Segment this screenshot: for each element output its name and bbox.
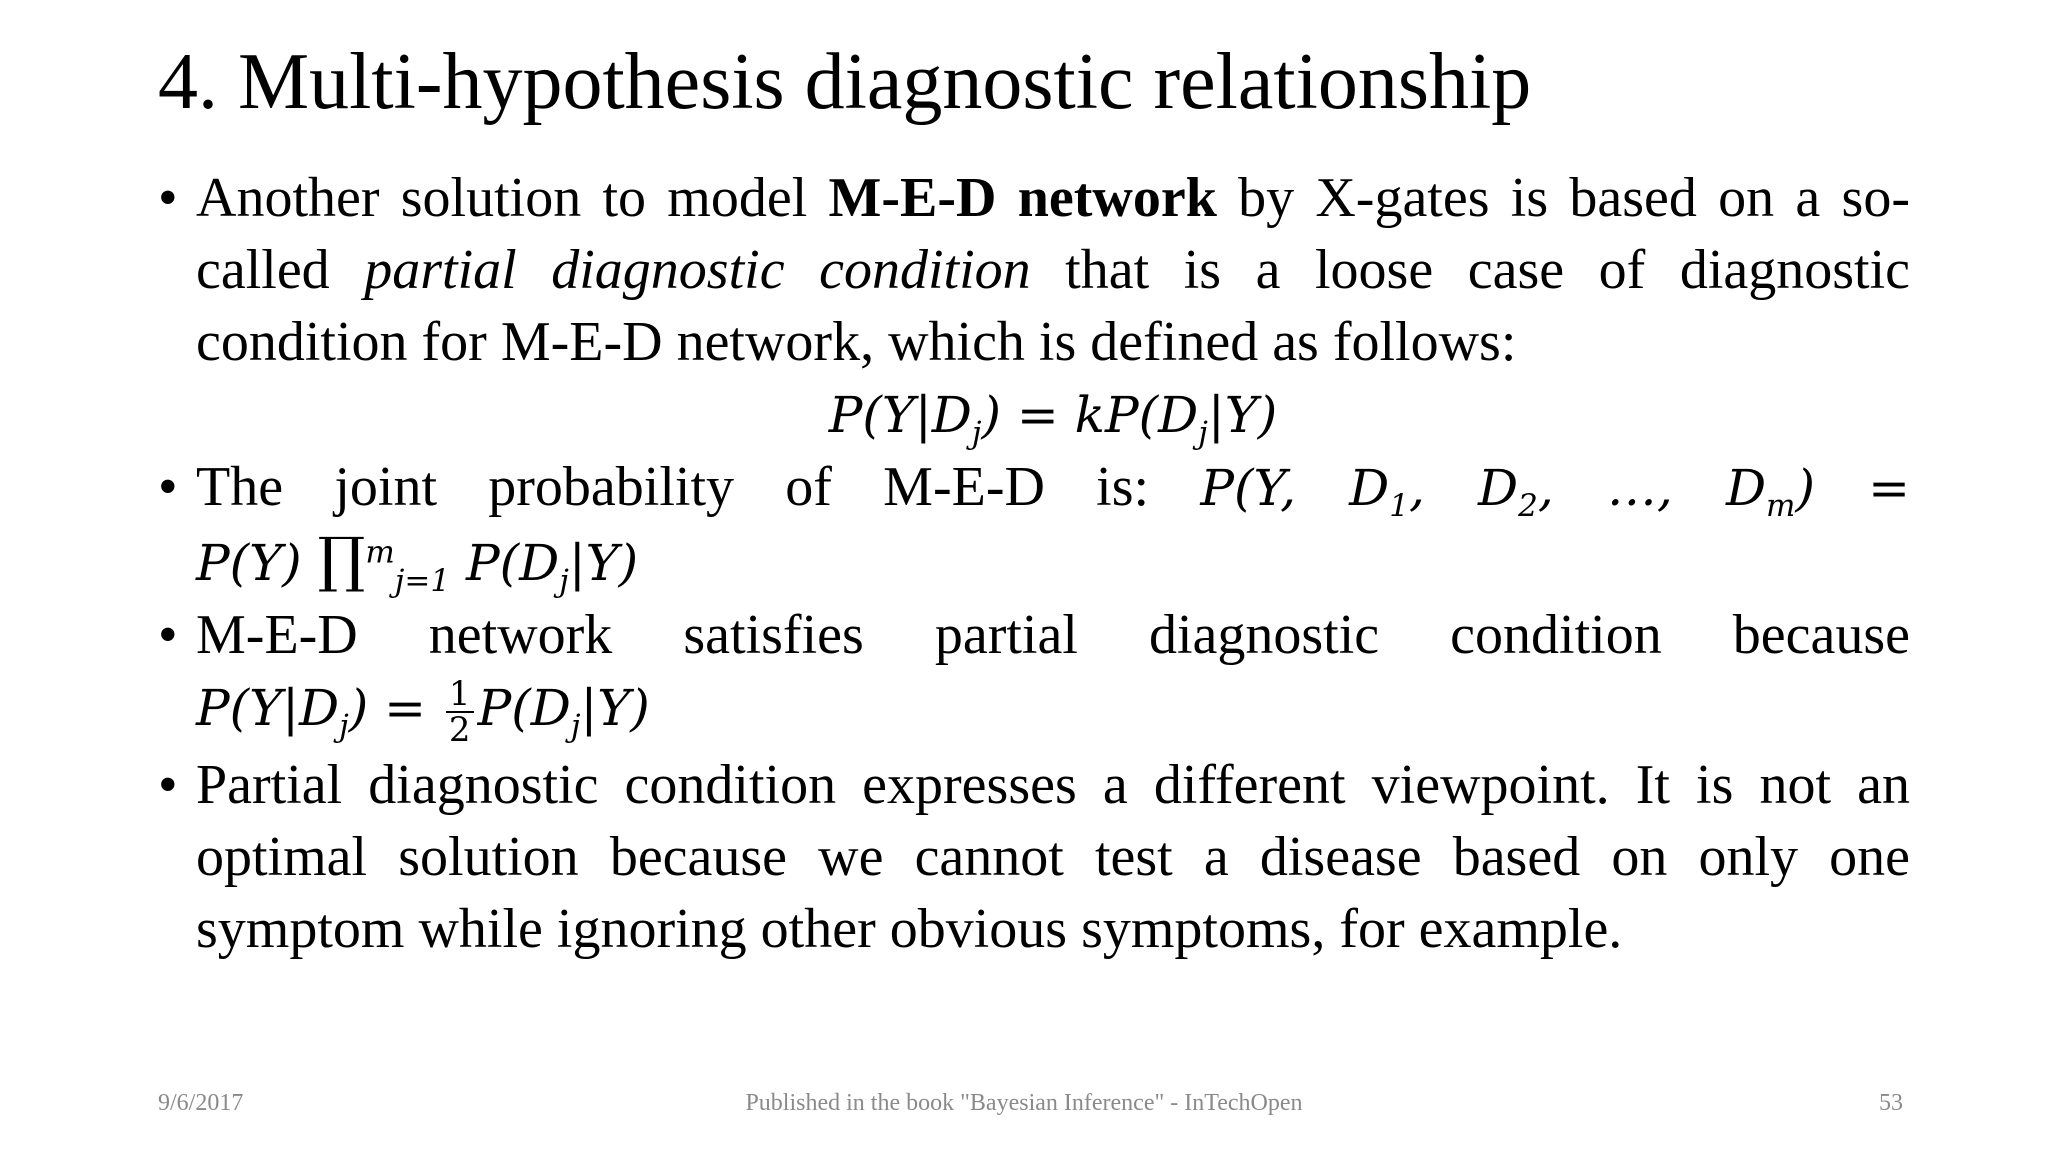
- footer-date: 9/6/2017: [158, 1090, 244, 1116]
- equation-partial-condition: $P(Y|D_j) = kP(D_j|Y)$: [828, 386, 1278, 451]
- bullet-dot: •: [158, 604, 178, 666]
- half-condition-formula: $P(Y|D_j)$ = $\frac{1}{2}$ $P(D_j|Y)$: [196, 674, 650, 750]
- bullet-text: The joint probability of M-E-D is:: [196, 456, 1150, 518]
- bullet-joint-probability-cont: [158, 524, 1910, 599]
- bullet-dot: •: [158, 456, 178, 518]
- footer-source: Published in the book "Bayesian Inference" - InTechOpen: [745, 1090, 1303, 1116]
- bullet-dot: •: [158, 167, 178, 229]
- bullet-text: Partial diagnostic condition expresses a different viewpoint. It is not an optimal solution because we cannot test a disease based on only one symptom while ignoring other obvious symptoms, for example.: [196, 754, 1910, 960]
- joint-probability-formula-part2: P(Y) ∏$^m_{j=1}$ $P(D_j|Y)$: [196, 525, 639, 599]
- footer-page-number: 53: [1879, 1090, 1903, 1116]
- bullet-text: Another solution to model: [196, 167, 829, 229]
- bullet-viewpoint: [158, 749, 1910, 965]
- bullet-joint-probability: [158, 451, 1910, 524]
- bullet-text: M-E-D network satisfies partial diagnostic condition because: [196, 604, 1910, 666]
- bullet-text: by X-gates is based on a so-called: [196, 167, 1910, 301]
- bullet-med-satisfies: [158, 599, 1910, 671]
- bullet-italic-term: partial diagnostic condition: [364, 239, 1031, 301]
- bullet-dot: •: [158, 754, 178, 816]
- joint-probability-formula-part1: P(Y, $D_1$, $D_2$, …, $D_m$) =: [1200, 459, 1911, 524]
- slide-content: [158, 162, 1910, 965]
- bullet-bold-term: M-E-D network: [828, 167, 1217, 229]
- bullet-text: that is a loose case of diagnostic condition for M-E-D network, which is defined as follows:: [196, 239, 1910, 373]
- slide-title: 4. Multi-hypothesis diagnostic relationship: [158, 38, 1532, 126]
- bullet-med-satisfies-cont: [158, 671, 1910, 750]
- bullet-partial-diagnostic: [158, 162, 1910, 378]
